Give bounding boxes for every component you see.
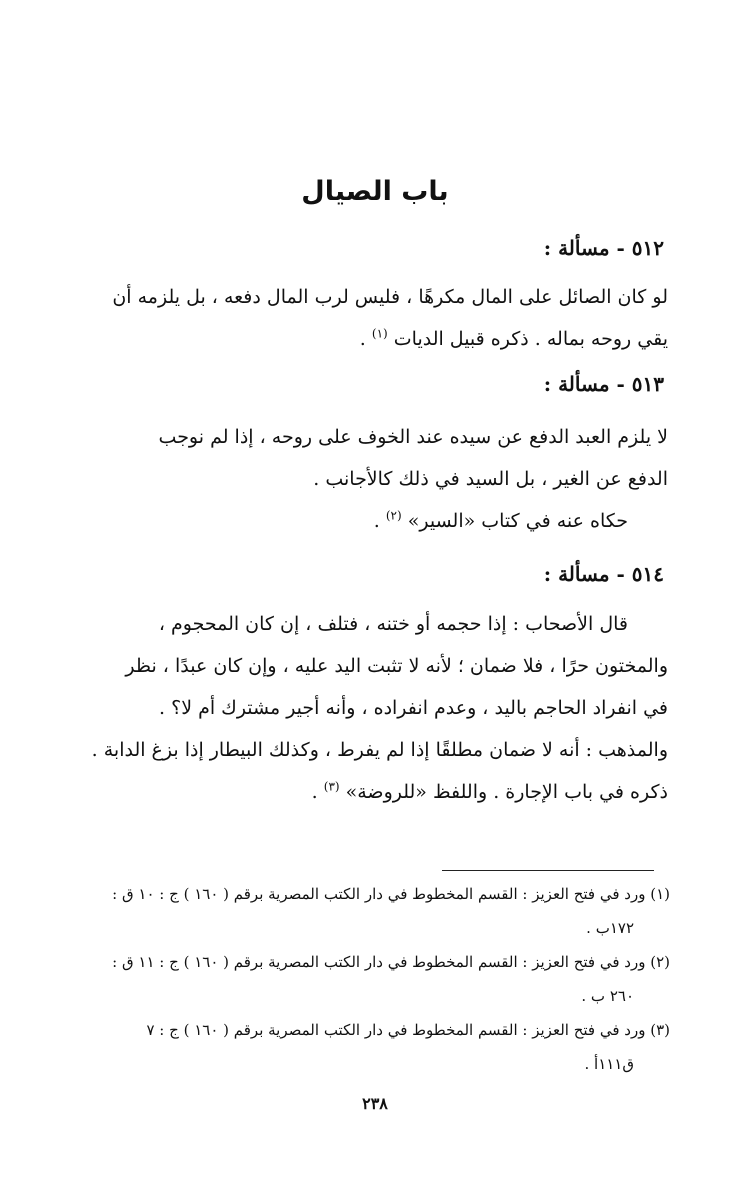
chapter-title: باب الصيال <box>301 176 449 207</box>
issue-heading-513: ٥١٣ - مسألة : <box>543 372 664 396</box>
body-line-text: ذكره في باب الإجارة . واللفظ «للروضة» <box>345 781 668 803</box>
footnote-2-cont: ٢٦٠ ب . <box>581 987 634 1005</box>
footnotes <box>60 877 670 1081</box>
issue-heading-514: ٥١٤ - مسألة : <box>543 562 664 586</box>
issue-heading-512: ٥١٢ - مسألة : <box>543 236 664 260</box>
line-end: . <box>373 510 386 532</box>
body-line: في انفراد الحاجم باليد ، وعدم انفراده ، وأنه أجير مشترك أم لا؟ . <box>159 697 668 719</box>
issue-body-514 <box>68 603 668 813</box>
footnote-ref-1: (١) <box>371 326 388 341</box>
body-line: والمذهب : أنه لا ضمان مطلقًا إذا لم يفرط ، وكذلك البيطار إذا بزغ الدابة . <box>91 739 668 761</box>
body-line: قال الأصحاب : إذا حجمه أو ختنه ، فتلف ، إن كان المحجوم ، <box>158 613 628 635</box>
footnote-ref-3: (٣) <box>323 779 340 794</box>
body-line <box>68 771 668 813</box>
footnote-1-cont: ١٧٢ب . <box>586 919 634 937</box>
issue-body-513 <box>68 416 668 542</box>
body-line: لا يلزم العبد الدفع عن سيده عند الخوف على روحه ، إذا لم نوجب <box>158 426 668 448</box>
body-line <box>68 500 668 542</box>
footnote-3-cont: ق١١١أ . <box>584 1055 634 1073</box>
body-line-text: حكاه عنه في كتاب «السير» <box>407 510 628 532</box>
line-end: . <box>311 781 324 803</box>
page-number: ٢٣٨ <box>362 1094 388 1113</box>
line-end: . <box>359 328 372 350</box>
footnote-separator <box>442 870 654 871</box>
body-line-text: يقي روحه بماله . ذكره قبيل الديات <box>393 328 668 350</box>
footnote-ref-2: (٢) <box>385 508 402 523</box>
body-line: الدفع عن الغير ، بل السيد في ذلك كالأجانب . <box>313 468 668 490</box>
footnote-1: (١) ورد في فتح العزيز : القسم المخطوط في دار الكتب المصرية برقم ( ١٦٠ ) ج : ١٠ ق : <box>112 885 670 903</box>
body-line: لو كان الصائل على المال مكرهًا ، فليس لرب المال دفعه ، بل يلزمه أن <box>112 286 668 308</box>
body-line <box>68 318 668 360</box>
footnote-2: (٢) ورد في فتح العزيز : القسم المخطوط في دار الكتب المصرية برقم ( ١٦٠ ) ج : ١١ ق : <box>112 953 670 971</box>
footnote-3: (٣) ورد في فتح العزيز : القسم المخطوط في دار الكتب المصرية برقم ( ١٦٠ ) ج : ٧ <box>146 1021 670 1039</box>
body-line: والمختون حرًا ، فلا ضمان ؛ لأنه لا تثبت اليد عليه ، وإن كان عبدًا ، نظر <box>125 655 668 677</box>
issue-body-512 <box>68 276 668 360</box>
